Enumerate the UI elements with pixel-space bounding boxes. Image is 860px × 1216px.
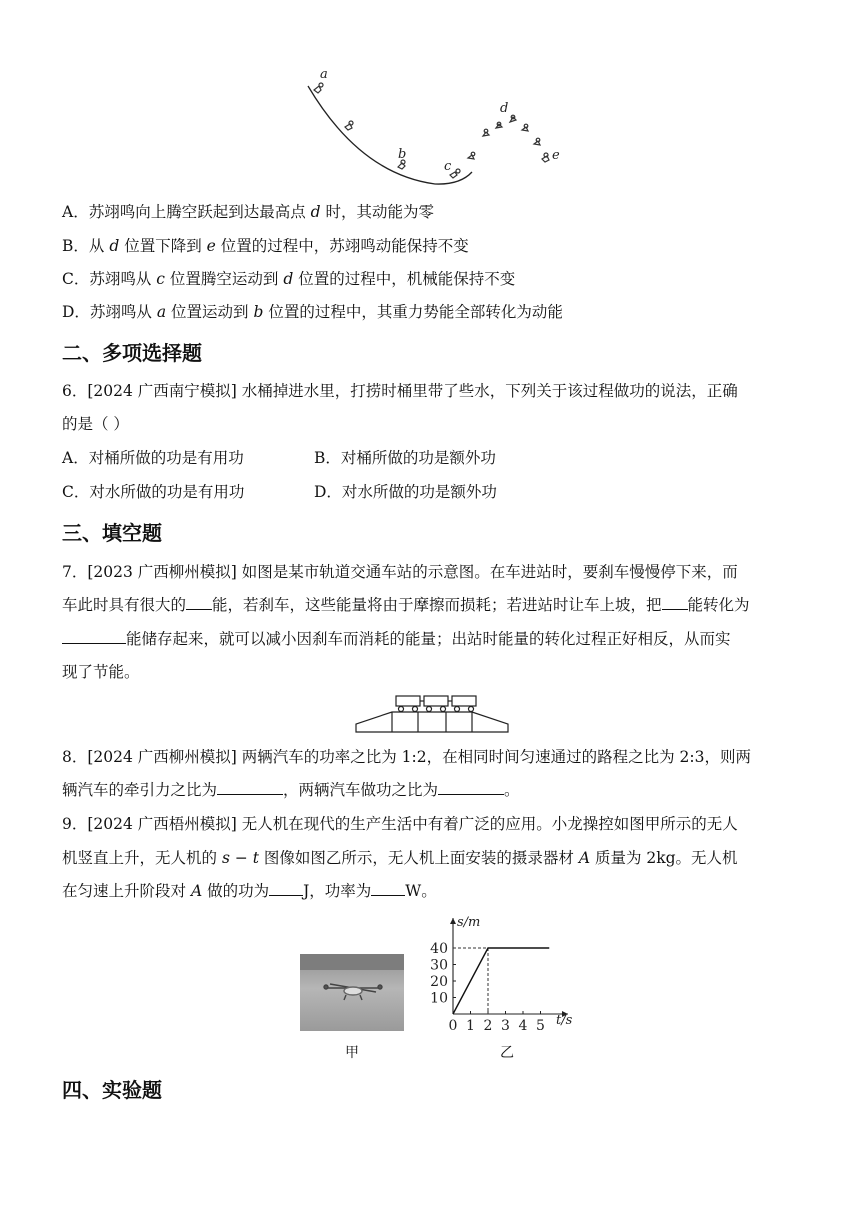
drone-photo [300,954,404,1031]
graph-caption: 乙 [500,1045,514,1061]
q9-blank-work[interactable] [269,880,303,896]
station-diagram [352,690,512,736]
q6-option-a: A．对桶所做的功是有用功 [62,449,244,467]
q5-option-c: C．苏翊鸣从 c 位置腾空运动到 d 位置的过程中，机械能保持不变 [62,270,516,288]
q5-option-b: B．从 d 位置下降到 e 位置的过程中，苏翊鸣动能保持不变 [62,237,469,255]
q6-stem-line2: 的是（ ） [62,415,129,433]
y-axis-arrow [450,918,456,924]
x-tick-label: 0 [448,1018,458,1032]
section-heading-fill-blank: 三、填空题 [62,521,162,545]
q6-option-c: C．对水所做的功是有用功 [62,483,245,501]
x-tick-label: 4 [518,1018,528,1032]
x-axis-label: t/s [556,1013,573,1028]
q8-blank-1[interactable] [217,779,283,795]
point-b-label: b [398,147,407,162]
st-chart [418,910,578,1032]
q7-stem-line4: 现了节能。 [62,663,140,681]
q6-option-b: B．对桶所做的功是额外功 [314,449,496,467]
y-tick-label: 40 [430,941,448,957]
q8-blank-2[interactable] [438,779,504,795]
q7-blank-2[interactable] [662,594,688,610]
q7-stem-line1: 7．[2023 广西柳州模拟] 如图是某市轨道交通车站的示意图。在车进站时，要刹车慢慢停下来，而 [62,563,738,581]
y-axis-label: s/m [457,915,481,930]
trajectory-figure [300,64,570,194]
section-heading-experiment: 四、实验题 [62,1078,162,1102]
x-tick-label: 2 [483,1018,493,1032]
q7-stem-line2: 车此时具有很大的 能，若刹车，这些能量将由于摩擦而损耗；若进站时让车上坡，把 能转化为 [62,596,750,614]
y-tick-label: 10 [430,990,448,1007]
q9-stem-line1: 9．[2024 广西梧州模拟] 无人机在现代的生产生活中有着广泛的应用。小龙操控如图甲所示的无人 [62,815,738,833]
q7-blank-1[interactable] [186,594,212,610]
q8-stem-line2: 辆汽车的牵引力之比为 ，两辆汽车做功之比为 。 [62,781,520,799]
photo-caption: 甲 [345,1045,359,1061]
series-line [453,948,549,1014]
point-d-label: d [500,101,509,116]
q6-stem-line1: 6．[2024 广西南宁模拟] 水桶掉进水里，打捞时桶里带了些水，下列关于该过程做功的说法，正确 [62,382,738,400]
x-tick-label: 5 [536,1018,545,1032]
q9-stem-line2: 机竖直上升，无人机的 s − t 图像如图乙所示，无人机上面安装的摄录器材 A 质量为 2kg。无人机 [62,849,738,867]
point-e-label: e [552,148,560,163]
q5-option-d: D．苏翊鸣从 a 位置运动到 b 位置的过程中，其重力势能全部转化为动能 [62,303,563,321]
q6-option-d: D．对水所做的功是额外功 [314,483,497,501]
y-tick-label: 20 [430,974,448,990]
q9-blank-power[interactable] [371,880,405,896]
y-tick-label: 30 [430,957,448,974]
section-heading-multiple-choice: 二、多项选择题 [62,341,202,365]
point-c-label: c [444,159,452,174]
q5-option-a: A．苏翊鸣向上腾空跃起到达最高点 d 时，其动能为零 [62,203,434,221]
point-a-label: a [320,67,328,82]
q7-stem-line3: 能储存起来，就可以减小因刹车而消耗的能量；出站时能量的转化过程正好相反，从而实 [62,628,731,650]
q7-blank-3[interactable] [62,628,126,644]
q8-stem-line1: 8．[2024 广西柳州模拟] 两辆汽车的功率之比为 1:2，在相同时间匀速通过的路程之比为 2:3，则两 [62,748,752,766]
q9-stem-line3: 在匀速上升阶段对 A 做的功为 J，功率为 W。 [62,882,437,900]
x-tick-label: 3 [501,1018,510,1032]
x-tick-label: 1 [466,1018,475,1032]
